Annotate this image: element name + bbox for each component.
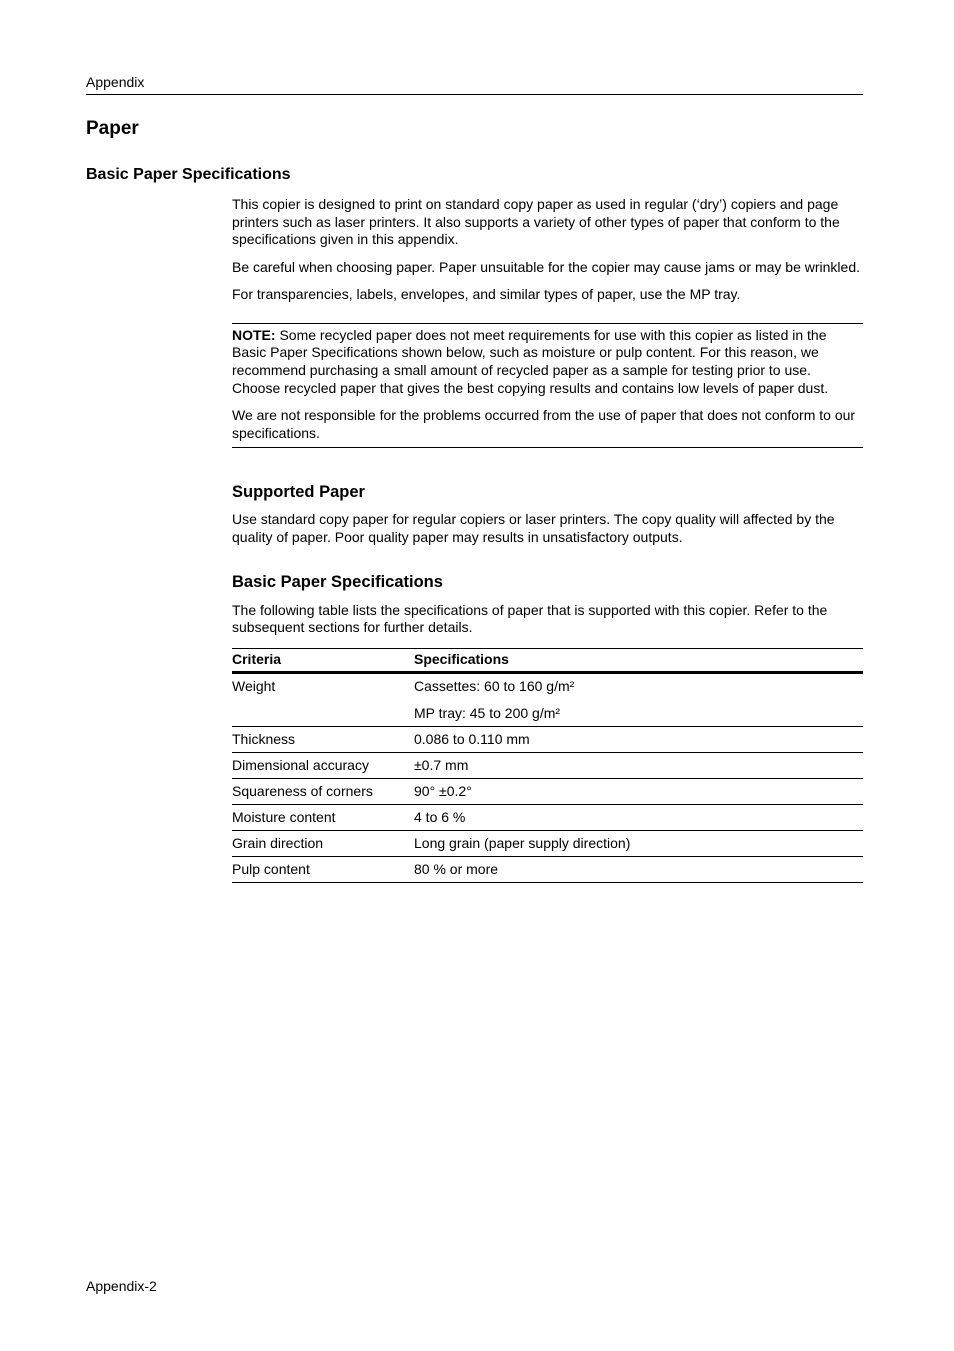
supported-paper-heading: Supported Paper xyxy=(232,483,365,502)
criteria-cell: Weight xyxy=(232,673,414,727)
note-paragraph-2: We are not responsible for the problems occurred from the use of paper that does not conform to our specifications. xyxy=(232,406,856,441)
spec-cell xyxy=(414,779,863,805)
table-row xyxy=(232,727,863,753)
section-title: Paper xyxy=(86,118,139,139)
note-label: NOTE: xyxy=(232,326,276,343)
criteria-cell: Moisture content xyxy=(232,805,414,831)
supported-paper-text: Use standard copy paper for regular copiers or laser printers. The copy quality will affected by the quality of paper. Poor quality paper may results in unsatisfactory outputs. xyxy=(232,511,835,545)
spec-value: 90° ±0.2° xyxy=(414,783,472,800)
spec-cell xyxy=(414,831,863,857)
criteria-cell: Pulp content xyxy=(232,857,414,883)
spec-value: 4 to 6 % xyxy=(414,809,466,826)
table-row xyxy=(232,753,863,779)
basic-specs-heading: Basic Paper Specifications xyxy=(232,572,443,591)
spec-cell xyxy=(414,753,863,779)
spec-value: 80 % or more xyxy=(414,861,499,878)
table-row xyxy=(232,831,863,857)
spec-value: Long grain (paper supply direction) xyxy=(414,835,631,852)
spec-cell xyxy=(414,727,863,753)
column-header-criteria: Criteria xyxy=(232,649,414,673)
note-box xyxy=(232,323,863,449)
note-paragraph-1 xyxy=(232,327,863,398)
criteria-cell: Squareness of corners xyxy=(232,779,414,805)
running-head: Appendix xyxy=(86,73,863,95)
table-row xyxy=(232,673,863,727)
subsection-title: Basic Paper Specifications xyxy=(86,166,291,183)
spec-value: Cassettes: 60 to 160 g/m² xyxy=(414,678,575,695)
basic-specs-text: The following table lists the specifications of paper that is supported with this copier. Refer to the subsequent sections for further details. xyxy=(232,601,828,636)
table-header-row xyxy=(232,649,863,673)
spec-value: ±0.7 mm xyxy=(414,757,469,774)
spec-value: 0.086 to 0.110 mm xyxy=(414,731,530,748)
spec-cell xyxy=(414,857,863,883)
table-row xyxy=(232,805,863,831)
criteria-cell: Thickness xyxy=(232,727,414,753)
specs-table xyxy=(232,648,863,883)
note-text-1: Some recycled paper does not meet requirements for use with this copier as listed in the Basic Paper Specifications shown below, such as moisture or pulp content. For this reason, we recommend purchasing a small amount of recycled paper as a sample for testing prior to use. Choose recycled paper that gives the best copying results and contains low levels of paper dust. xyxy=(232,326,829,396)
column-header-specifications: Specifications xyxy=(414,649,863,673)
spec-cell xyxy=(414,805,863,831)
table-row xyxy=(232,779,863,805)
table-row xyxy=(232,857,863,883)
spec-cell xyxy=(414,673,863,727)
intro-paragraph-1: This copier is designed to print on standard copy paper as used in regular (‘dry’) copiers and page printers such as laser printers. It also supports a variety of other types of paper that conform to the specifications given in this appendix. xyxy=(232,196,840,248)
intro-paragraph-3: For transparencies, labels, envelopes, and similar types of paper, use the MP tray. xyxy=(232,285,741,302)
intro-paragraph-2: Be careful when choosing paper. Paper unsuitable for the copier may cause jams or may be wrinkled. xyxy=(232,258,861,275)
criteria-cell: Grain direction xyxy=(232,831,414,857)
spec-value: MP tray: 45 to 200 g/m² xyxy=(414,705,561,722)
criteria-cell: Dimensional accuracy xyxy=(232,753,414,779)
page-number: Appendix-2 xyxy=(86,1278,157,1294)
content-body xyxy=(232,196,863,883)
